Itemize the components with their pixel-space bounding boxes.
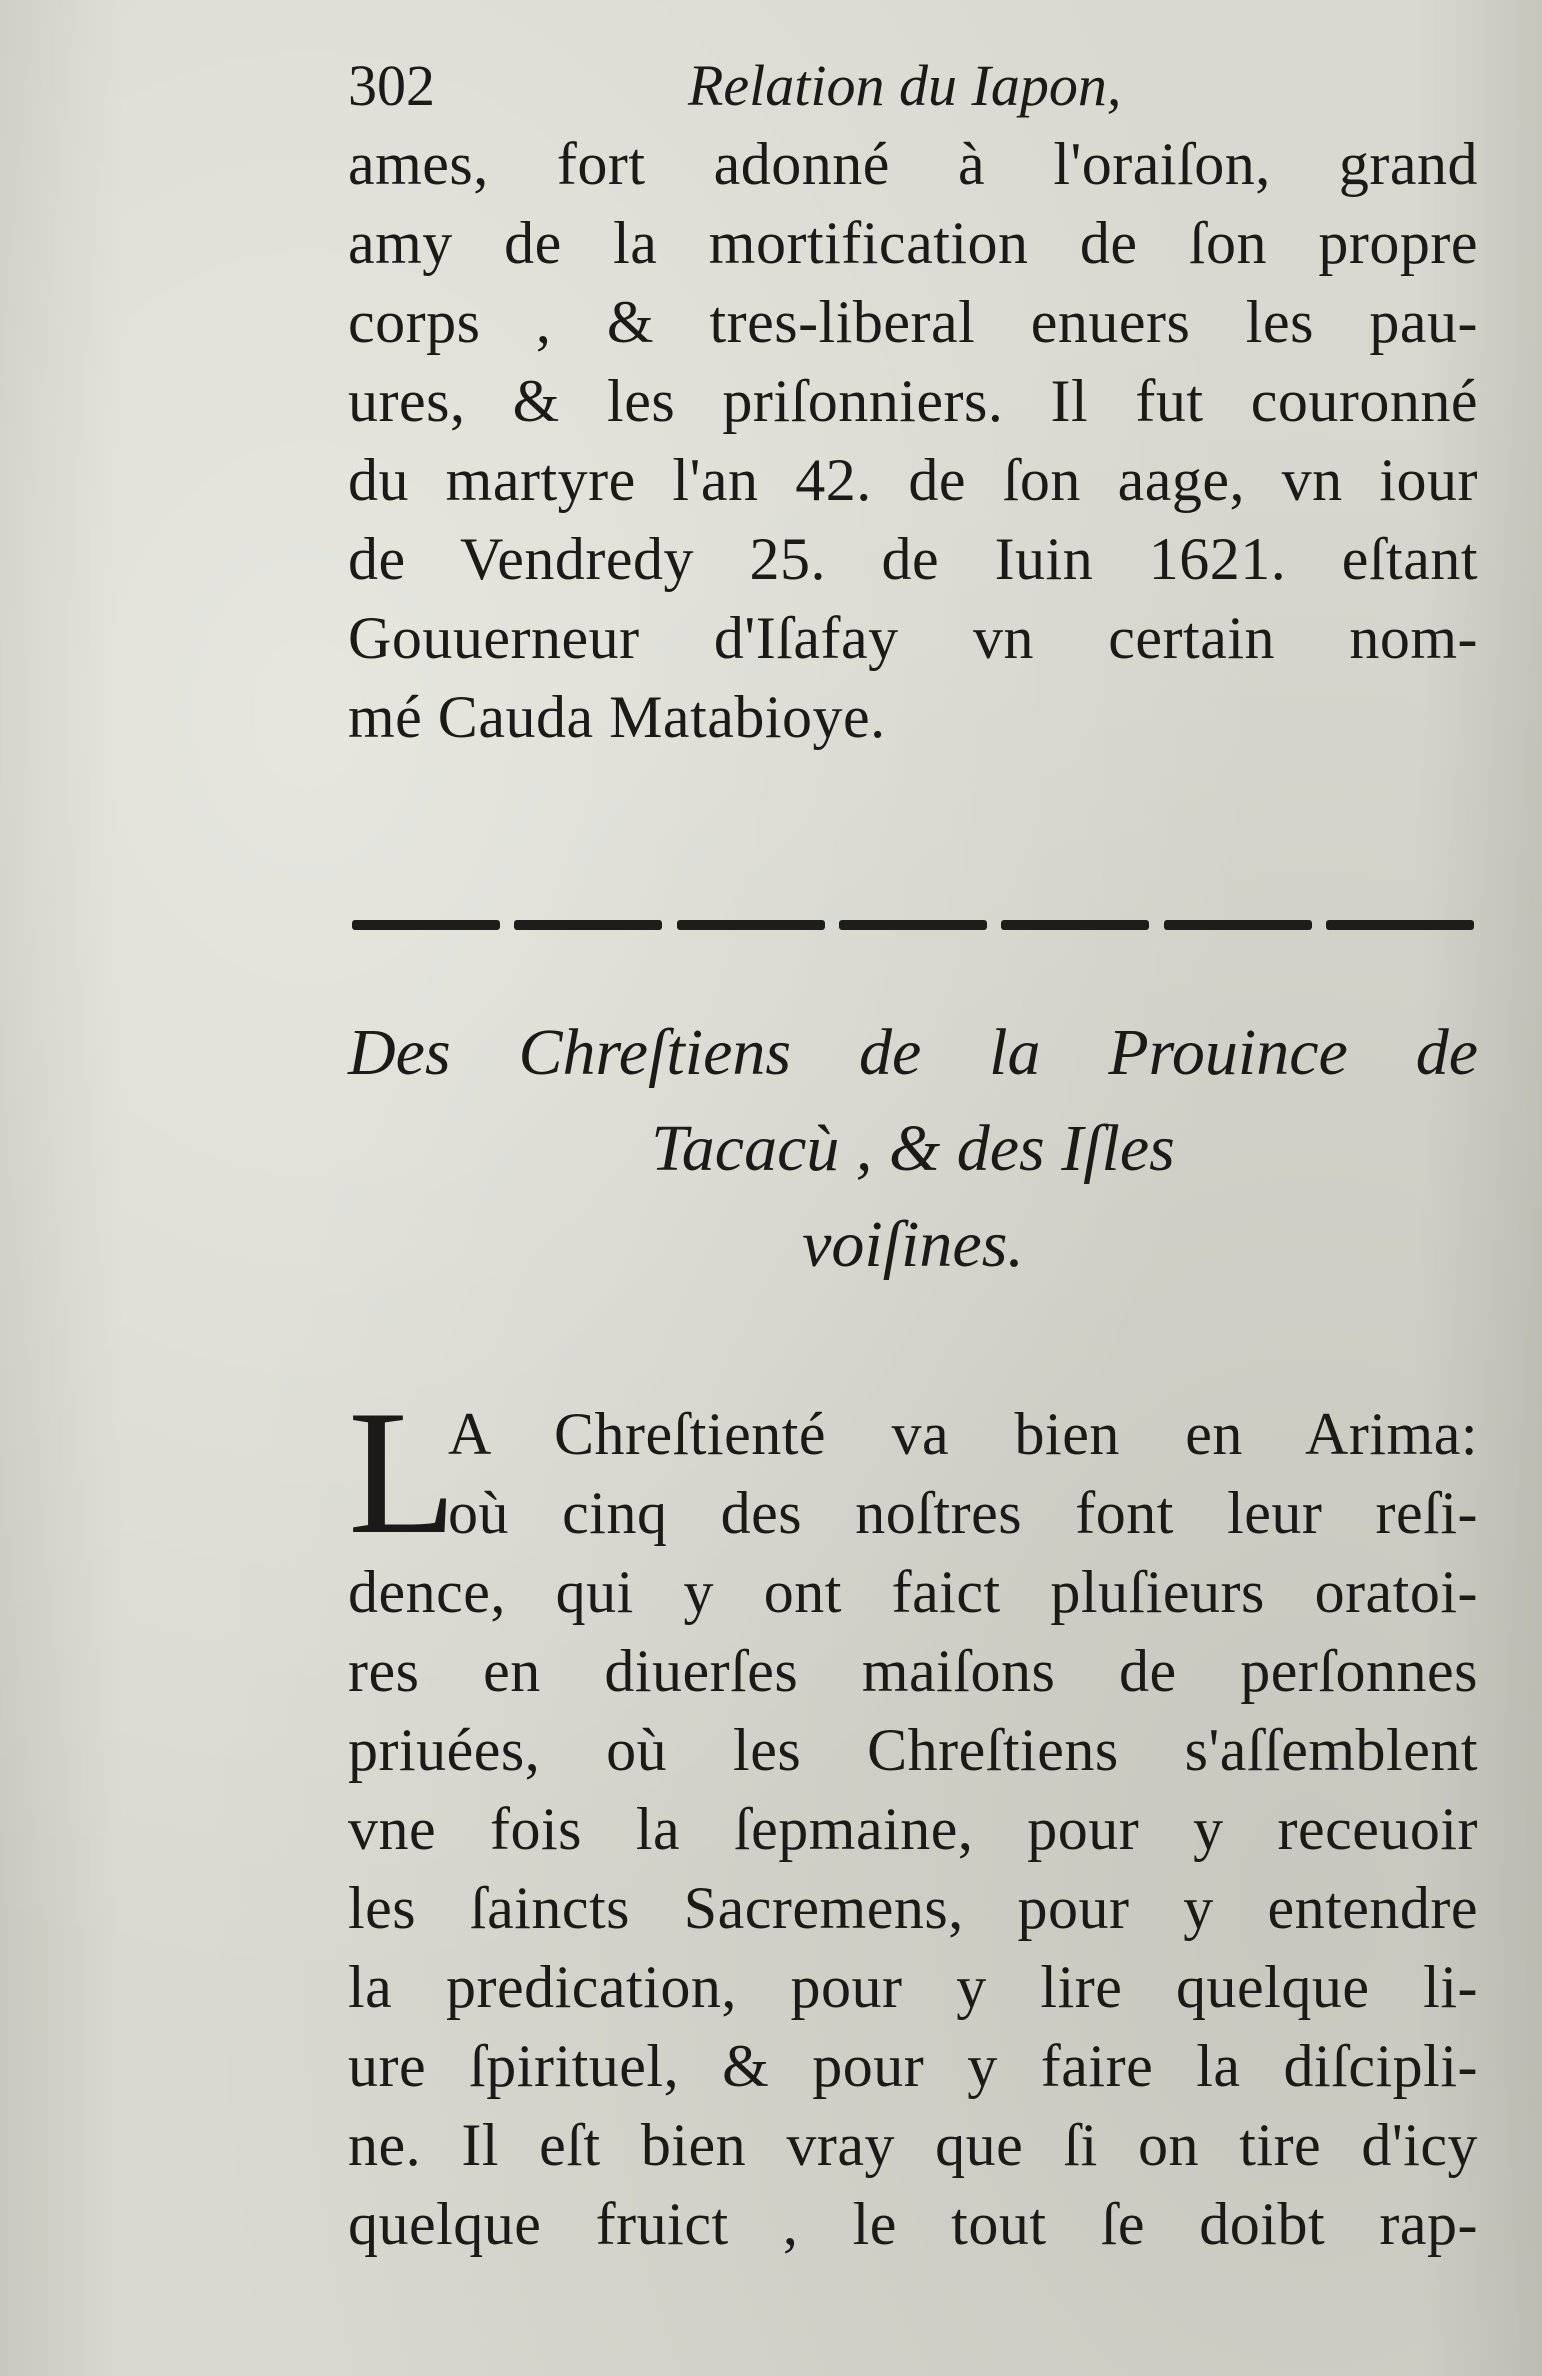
continued-paragraph bbox=[348, 125, 1478, 757]
text-line: ames, fort adonné à l'oraiſon, grand bbox=[348, 131, 1478, 197]
text-line: amy de la mortification de ſon propre bbox=[348, 210, 1478, 276]
chapter-heading bbox=[348, 1005, 1478, 1293]
divider-dash bbox=[352, 920, 500, 930]
divider-dash bbox=[1326, 920, 1474, 930]
heading-line: voiſines. bbox=[802, 1208, 1024, 1281]
section-divider bbox=[352, 920, 1474, 932]
text-line: ure ſpirituel, & pour y faire la diſcipli- bbox=[348, 2033, 1478, 2099]
text-line: mé Cauda Matabioye. bbox=[348, 684, 886, 750]
heading-line: Tacacù , & des Iſles bbox=[651, 1112, 1175, 1185]
text-line: ne. Il eſt bien vray que ſi on tire d'icy bbox=[348, 2112, 1478, 2178]
text-line: A Chreſtienté va bien en Arima: bbox=[448, 1401, 1478, 1467]
divider-dash bbox=[839, 920, 987, 930]
text-line: du martyre l'an 42. de ſon aage, vn iour bbox=[348, 447, 1478, 513]
text-line: ures, & les priſonniers. Il fut couronné bbox=[348, 368, 1478, 434]
text-line: vne fois la ſepmaine, pour y receuoir bbox=[348, 1796, 1478, 1862]
drop-cap: L bbox=[348, 1373, 457, 1571]
new-paragraph bbox=[348, 1395, 1478, 2264]
text-line: de Vendredy 25. de Iuin 1621. eſtant bbox=[348, 526, 1478, 592]
page-number: 302 bbox=[348, 53, 435, 118]
divider-dash bbox=[677, 920, 825, 930]
text-line: les ſaincts Sacremens, pour y entendre bbox=[348, 1875, 1478, 1941]
text-line: où cinq des noſtres font leur reſi- bbox=[448, 1480, 1478, 1546]
text-line: dence, qui y ont faict pluſieurs oratoi- bbox=[348, 1559, 1478, 1625]
heading-line: Des Chreſtiens de la Prouince de bbox=[348, 1016, 1478, 1089]
text-line: quelque fruict , le tout ſe doibt rap- bbox=[348, 2191, 1478, 2257]
text-line: Gouuerneur d'Iſafay vn certain nom- bbox=[348, 605, 1478, 671]
divider-dash bbox=[514, 920, 662, 930]
text-line: res en diuerſes maiſons de perſonnes bbox=[348, 1638, 1478, 1704]
divider-dash bbox=[1001, 920, 1149, 930]
divider-dash bbox=[1164, 920, 1312, 930]
running-title: Relation du Iapon, bbox=[688, 53, 1122, 118]
running-head bbox=[348, 52, 1478, 122]
text-line: la predication, pour y lire quelque li- bbox=[348, 1954, 1478, 2020]
text-line: corps , & tres-liberal enuers les pau- bbox=[348, 289, 1478, 355]
text-line: priuées, où les Chreſtiens s'aſſemblent bbox=[348, 1717, 1478, 1783]
